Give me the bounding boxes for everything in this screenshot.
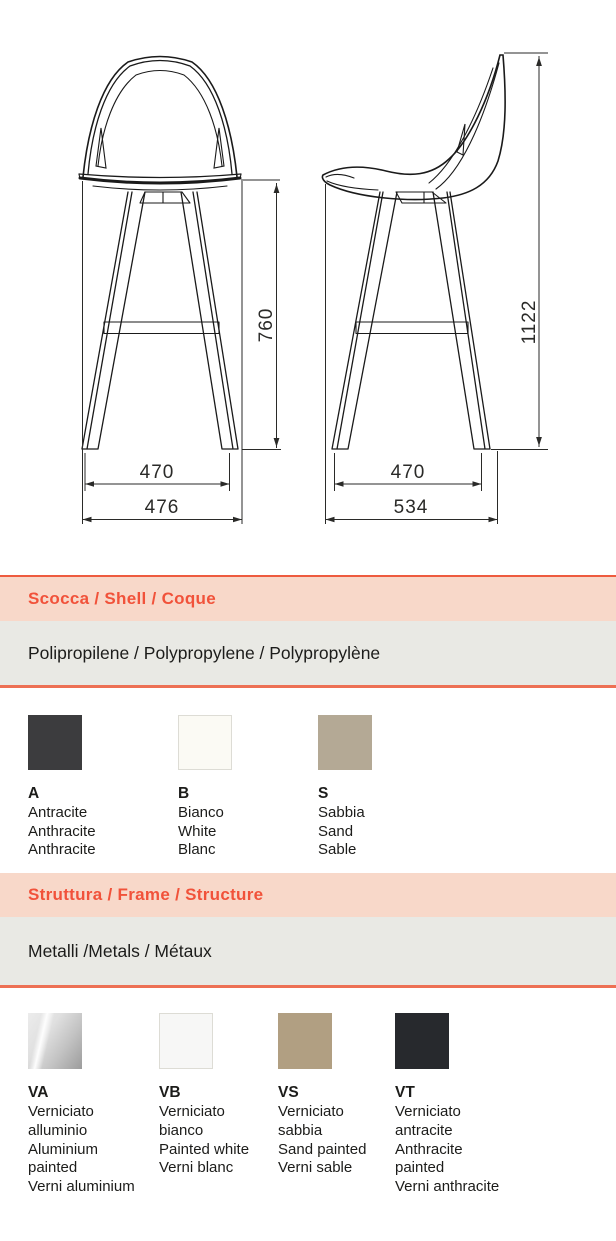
finish-name-it: Sabbia	[318, 803, 365, 821]
front-feet-width-dim-label: 470	[139, 462, 175, 483]
shell-swatch-antracite	[28, 715, 82, 770]
finish-name-it: Verniciato alluminio	[28, 1102, 94, 1139]
side-overall-depth-dim-label: 534	[393, 497, 429, 518]
frame-swatch-antracite	[395, 1013, 449, 1069]
finish-name-fr: Verni aluminium	[28, 1178, 135, 1196]
frame-finish-sabbia	[278, 1013, 395, 1197]
shell-swatch-bianco	[178, 715, 232, 770]
finish-name-fr: Anthracite	[28, 841, 96, 859]
frame-finish-alluminio	[28, 1013, 159, 1197]
finish-name-it: Bianco	[178, 803, 224, 821]
finish-name-fr: Verni sable	[278, 1159, 353, 1177]
frame-swatch-bianco	[159, 1013, 213, 1069]
finish-code: VB	[159, 1084, 181, 1102]
frame-finish-bianco	[159, 1013, 278, 1197]
frame-finish-antracite	[395, 1013, 510, 1197]
front-view-dimensions	[83, 180, 282, 524]
side-view-dimensions	[326, 53, 549, 524]
frame-swatch-sabbia	[278, 1013, 332, 1069]
shell-material-row	[0, 621, 616, 685]
finish-name-it: Verniciato bianco	[159, 1102, 225, 1139]
frame-material-row	[0, 917, 616, 985]
shell-finish-sabbia	[318, 715, 458, 860]
finish-name-en: Aluminium painted	[28, 1140, 99, 1177]
finish-name-it: Verniciato antracite	[395, 1102, 461, 1139]
front-overall-width-dim-label: 476	[144, 497, 180, 518]
finish-code: B	[178, 785, 190, 802]
shell-finish-bianco	[178, 715, 318, 860]
finish-code: S	[318, 785, 329, 802]
side-view-dim-arrows	[326, 57, 542, 522]
finish-name-fr: Sable	[318, 841, 357, 859]
shell-swatch-sabbia	[318, 715, 372, 770]
shell-section-title: Scocca / Shell / Coque	[28, 589, 216, 608]
finish-code: A	[28, 785, 40, 802]
technical-drawing	[0, 0, 616, 545]
frame-finishes-row	[0, 1013, 616, 1197]
stool-front-view	[79, 57, 241, 450]
finish-name-fr: Blanc	[178, 841, 216, 859]
shell-finishes-row	[0, 715, 616, 860]
shell-material-text: Polipropilene / Polypropylene / Polypropylène	[28, 642, 381, 663]
side-height-dim-label: 1122	[519, 299, 540, 345]
finish-name-en: Sand	[318, 822, 354, 840]
finish-name-fr: Verni blanc	[159, 1159, 234, 1177]
shell-section-bottom-rule	[0, 685, 616, 688]
front-view-dim-arrows	[83, 184, 280, 522]
shell-section-header	[0, 577, 616, 621]
frame-swatch-alluminio	[28, 1013, 82, 1069]
side-feet-depth-dim-label: 470	[390, 462, 426, 483]
finish-name-en: White	[178, 822, 217, 840]
finish-name-en: Painted white	[159, 1140, 250, 1158]
finish-name-en: Sand painted	[278, 1140, 367, 1158]
finish-name-en: Anthracite painted	[395, 1140, 463, 1177]
finish-code: VS	[278, 1084, 299, 1102]
finish-code: VT	[395, 1084, 415, 1102]
front-height-dim-label: 760	[256, 307, 277, 343]
finish-code: VA	[28, 1084, 49, 1102]
frame-section-bottom-rule	[0, 985, 616, 988]
frame-material-text: Metalli /Metals / Métaux	[28, 940, 212, 961]
frame-section-header	[0, 873, 616, 917]
finish-name-it: Verniciato sabbia	[278, 1102, 344, 1139]
stool-side-view	[322, 55, 505, 449]
frame-section-title: Struttura / Frame / Structure	[28, 885, 264, 905]
finish-name-it: Antracite	[28, 803, 88, 821]
finish-name-fr: Verni anthracite	[395, 1178, 500, 1196]
shell-finish-antracite	[28, 715, 178, 860]
finish-name-en: Anthracite	[28, 822, 96, 840]
